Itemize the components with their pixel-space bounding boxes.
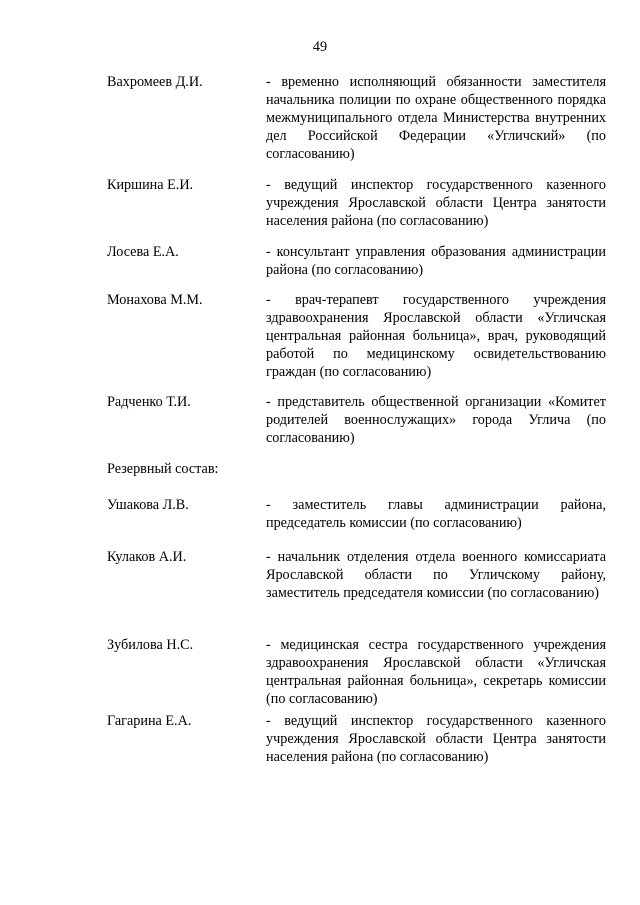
member-description: - временно исполняющий обязанности заместителя начальника полиции по охране общественного порядка межмуниципального отдела Министерства внутренних дел Российской Федерации «Угличский» (по согласованию) <box>266 74 606 162</box>
reserve-section-label: Резервный состав: <box>107 461 219 477</box>
member-name: Радченко Т.И. <box>107 394 191 410</box>
member-description: - ведущий инспектор государственного казенного учреждения Ярославской области Центра занятости населения района (по согласованию) <box>266 177 606 229</box>
member-name: Лосева Е.А. <box>107 244 179 260</box>
member-name: Гагарина Е.А. <box>107 713 192 729</box>
member-name: Монахова М.М. <box>107 292 203 308</box>
member-description: - начальник отделения отдела военного комиссариата Ярославской области по Угличскому району, заместитель председателя комиссии (по согласованию) <box>266 549 606 601</box>
member-name: Зубилова Н.С. <box>107 637 194 653</box>
member-name: Ушакова Л.В. <box>107 497 189 513</box>
member-name: Вахромеев Д.И. <box>107 74 203 90</box>
page-number: 49 <box>312 39 328 55</box>
member-name: Кулаков А.И. <box>107 549 187 565</box>
member-description: - врач-терапевт государственного учреждения здравоохранения Ярославской области «Угличская центральная районная больница», врач, руководящий работой по медицинскому освидетельствованию граждан (по согласованию) <box>266 292 606 380</box>
member-description: - представитель общественной организации «Комитет родителей военнослужащих» города Углича (по согласованию) <box>266 394 606 446</box>
member-description: - консультант управления образования администрации района (по согласованию) <box>266 244 606 278</box>
member-name: Киршина Е.И. <box>107 177 194 193</box>
member-description: - медицинская сестра государственного учреждения здравоохранения Ярославской области «Угличская центральная районная больница», секретарь комиссии (по согласованию) <box>266 637 606 707</box>
member-description: - заместитель главы администрации района, председатель комиссии (по согласованию) <box>266 497 606 531</box>
member-description: - ведущий инспектор государственного казенного учреждения Ярославской области Центра занятости населения района (по согласованию) <box>266 713 606 765</box>
